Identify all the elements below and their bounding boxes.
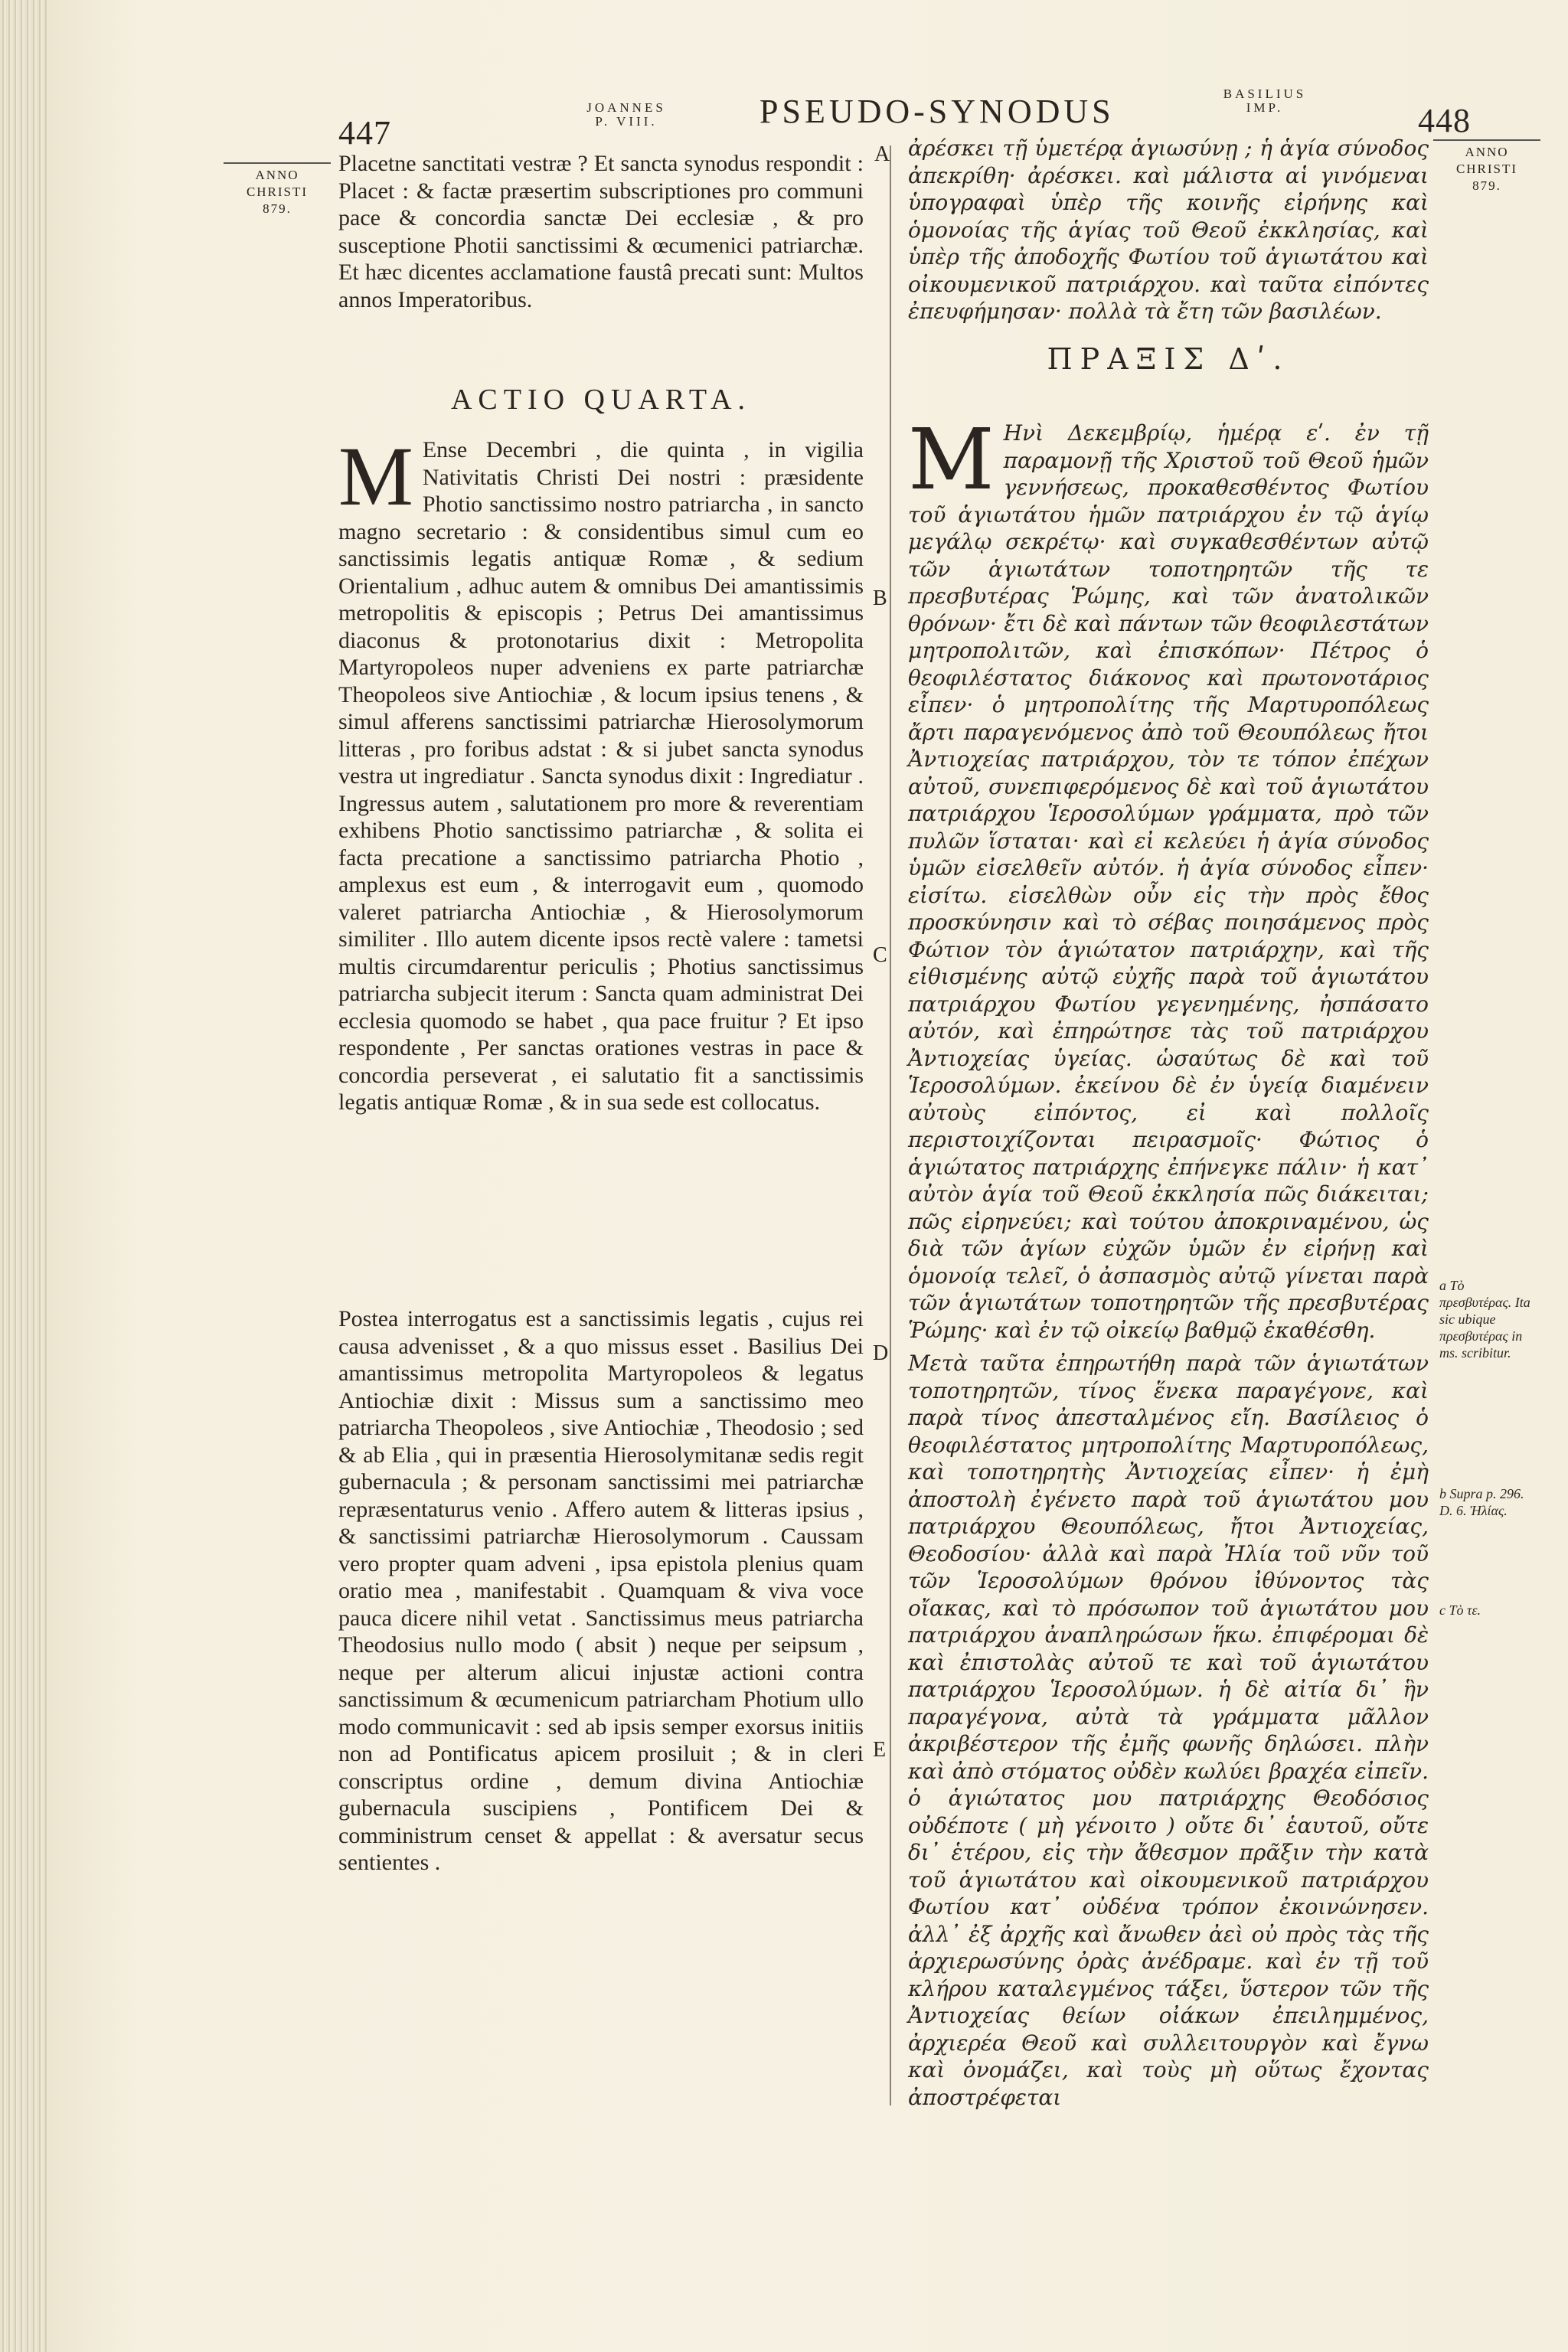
latin-paragraph-2-text: Ense Decembri , die quinta , in vigilia Nativitatis Christi Dei nostri : præsidente Photio sanctissimo nostro patriarcha , in sancto magno secretario : & considentibus simul cum eo sanctissimis legatis antiquæ Romæ , & sedium Orientalium , adhuc autem & omnibus Dei amantissimis metropolitis & episcopis ; Petrus Dei amantissimus diaconus & protonotarius dixit : Metropolita Martyropoleos nuper adveniens ex parte patriarchæ Theopoleos sive Antiochiæ , & locum ipsius tenens , & simul afferens sanctissimi patriarchæ Hierosolymorum litteras , pro foribus adstat : & si jubet sancta synodus vestra ut ingrediatur . Sancta synodus dixit : Ingrediatur . Ingressus autem , salutationem pro more & reverentiam exhibens Photio sanctissimo patriarchæ , & solita ei facta precatione a sanctissimo patriarcha Photio , amplexus est eum , & interrogavit eum , quomodo valeret patriarcha Antiochiæ , & Hierosolymorum similiter . Illo autem dicente ipsos rectè valere : tametsi multis circumdarentur periculis ; Photius sanctissimus patriarcha subjecit iterum : Sancta quam administrat Dei ecclesia quomodo se habet , qua pace fruitur ? Et ipso respondente , Per sanctas orationes vestras in pace & concordia perseverat , ei salutatio fit a sanctissimis legatis antiquæ Romæ , & in sua sede est collocatus. (338, 437, 864, 1115)
page-number-left: 447 (338, 114, 391, 152)
latin-paragraph-3: Postea interrogatus est a sanctissimis legatis , cujus rei causa advenisset , & a quo missus esset . Basilius Dei amantissimus metropolita Martyropoleos & legatus Antiochiæ dixit : Missus sum a sanctissimo meo patriarcha Theopoleos , sive Antiochiæ , Theodosio ; sed & ab Elia , qui in præsentia Hierosolymitanæ sedis regit gubernacula ; & personam sanctissimi mei patriarchæ repræsentaturus venio . Affero autem & litteras ipsius , & sanctissimi patriarchæ Hierosolymorum . Caussam vero propter quam adveni , ipsa epistola plenius quam oratio mea , manifestabit . Quamquam & viva voce pauca dicere nihil vetat . Sanctissimus meus patriarcha Theodosius nullo modo ( absit ) neque per seipsum , neque per alterum alicui injustæ actioni contra sanctissimum & œcumenicum patriarcham Photium ullo modo communicavit : sed ab ipsis semper exorsus initiis non ad Pontificatus apicem prosiluit ; & in cleri conscriptus ordine , demum divina Antiochiæ gubernacula suscipiens , Pontificem Dei & comministrum censet & appellat : & aversatur secus sentientes . (338, 1306, 864, 1875)
margin-year-right (1433, 139, 1540, 194)
greek-section-title: ΠΡΑΞΙΣ Δʹ. (1047, 342, 1290, 376)
header-left (565, 101, 688, 129)
greek-paragraph-2 (908, 410, 1429, 1344)
side-note-c: c Τὸ τε. (1439, 1602, 1481, 1618)
margin-year-left (224, 162, 331, 217)
section-letter-e: E (873, 1738, 887, 1762)
column-divider (890, 145, 891, 2105)
latin-section-title: ACTIO QUARTA. (450, 384, 752, 416)
greek-paragraph-2-text: Ηνὶ Δεκεμβρίῳ, ἡμέρᾳ εʹ. ἐν τῇ παραμονῇ τῆς Χριστοῦ τοῦ Θεοῦ ἡμῶν γεννήσεως, προκαθεσθέντος Φωτίου τοῦ ἁγιωτάτου ἡμῶν πατριάρχου ἐν τῷ ἁγίῳ μεγάλῳ σεκρέτῳ· καὶ συγκαθεσθέντων αὐτῷ τῶν ἁγιωτάτων τοποτηρητῶν τῆς τε πρεσβυτέρας Ῥώμης, καὶ τῶν ἀνατολικῶν θρόνων· ἔτι δὲ καὶ πάντων τῶν θεοφιλεστάτων μητροπολιτῶν, καὶ ἐπισκόπων· Πέτρος ὁ θεοφιλέστατος διάκονος καὶ πρωτονοτάριος εἶπεν· ὁ μητροπολίτης τῆς Μαρτυροπόλεως ἄρτι παραγενόμενος ἀπὸ τοῦ Θεουπόλεως ἤτοι Ἀντιοχείας πατριάρχου, τὸν τε τόπον ἐπέχων αὐτοῦ, συνεπιφερόμενος δὲ καὶ τοῦ ἁγιωτάτου πατριάρχου Ἱεροσολύμων γράμματα, πρὸ τῶν πυλῶν ἵσταται· καὶ εἰ κελεύει ἡ ἁγία σύνοδος ὑμῶν εἰσελθεῖν αὐτόν. ἡ ἁγία σύνοδος εἶπεν· εἰσίτω. εἰσελθὼν οὖν εἰς τὴν πρὸς ἔθος προσκύνησιν καὶ τὸ σέβας ποιησάμενος πρὸς Φώτιον τὸν ἁγιώτατον πατριάρχην, καὶ τῆς εἰθισμένης αὐτῷ εὐχῆς παρὰ τοῦ ἁγιωτάτου πατριάρχου Φωτίου γεγενημένης, ἠσπάσατο αὐτόν, καὶ ἐπηρώτησε τὰς τοῦ πατριάρχου Ἀντιοχείας ὑγείας. ὡσαύτως δὲ καὶ τοῦ Ἱεροσολύμων. ἐκείνου δὲ ἐν ὑγείᾳ διαμένειν αὐτοὺς εἰπόντος, εἰ καὶ πολλοῖς περιστοιχίζονται πειρασμοῖς· Φώτιος ὁ ἁγιώτατος πατριάρχης ἐπήνεγκε πάλιν· ἡ κατ᾽ αὐτὸν ἁγία τοῦ Θεοῦ ἐκκλησία πῶς διάκειται; πῶς εἰρηνεύει; καὶ τούτου ἀποκριναμένου, ὡς διὰ τῶν ἁγίων εὐχῶν ὑμῶν ἐν εἰρήνῃ καὶ ὁμονοίᾳ τελεῖ, ὁ ἀσπασμὸς αὐτῷ γίνεται παρὰ τῶν ἁγιωτάτων τοποτηρητῶν τῆς πρεσβυτέρας Ῥώμης· καὶ ἐν τῷ οἰκείῳ βαθμῷ ἐκαθέσθη. (908, 420, 1429, 1343)
side-note-a: a Τὸ πρεσβυτέρας. Ita sic ubique πρεσβυτέρας in ms. scribitur. (1439, 1278, 1530, 1361)
section-letter-d: D (873, 1341, 889, 1365)
latin-paragraph-1: Placetne sanctitati vestræ ? Et sancta synodus respondit : Placet : & factæ præsertim subscriptiones pro communi pace & concordia sanctæ Dei ecclesiæ , & pro susceptione Photii sanctissimi & œcumenici patriarchæ. Et hæc dicentes acclamatione faustâ precati sunt: Multos annos Imperatoribus. (338, 151, 864, 312)
section-letter-a: A (874, 142, 890, 166)
margin-right-line3: 879. (1472, 178, 1501, 193)
book-page (47, 0, 1568, 2352)
greek-paragraph-3: Μετὰ ταῦτα ἐπηρωτήθη παρὰ τῶν ἁγιωτάτων τοποτηρητῶν, τίνος ἕνεκα παραγέγονε, καὶ παρὰ τίνος ἀπεσταλμένος εἴη. Βασίλειος ὁ θεοφιλέστατος μητροπολίτης Μαρτυροπόλεως, καὶ τοποτηρητὴς Ἀντιοχείας εἶπεν· ἡ ἐμὴ ἀποστολὴ ἐγένετο παρὰ τοῦ ἁγιωτάτου μου πατριάρχου Θεουπόλεως, ἤτοι Ἀντιοχείας, Θεοδοσίου· ἀλλὰ καὶ παρὰ Ἠλία τοῦ νῦν τοῦ τῶν Ἱεροσολύμων θρόνου ἰθύνοντος τὰς οἴακας, καὶ τὸ πρόσωπον τοῦ ἁγιωτάτου μου πατριάρχου ἀναπληρώσων ἥκω. ἐπιφέρομαι δὲ καὶ ἐπιστολὰς αὐτοῦ τε καὶ τοῦ ἁγιωτάτου πατριάρχου Ἱεροσολύμων. ἡ δὲ αἰτία δι᾽ ἣν παραγέγονα, αὐτὰ τὰ γράμματα μᾶλλον ἀκριβέστερον τῆς ἐμῆς φωνῆς δηλώσει. πλὴν καὶ ἀπὸ στόματος οὐδὲν κωλύει βραχέα εἰπεῖν. ὁ ἁγιώτατος μου πατριάρχης Θεοδόσιος οὐδέποτε ( μὴ γένοιτο ) οὔτε δι᾽ ἑαυτοῦ, οὔτε δι᾽ ἑτέρου, εἰς τὴν ἄθεσμον πρᾶξιν τὴν κατὰ τοῦ ἁγιωτάτου καὶ οἰκουμενικοῦ πατριάρχου Φωτίου κατ᾽ οὐδένα τρόπον ἐκοινώνησεν. ἀλλ᾽ ἐξ ἀρχῆς καὶ ἄνωθεν ἀεὶ οὐ πρὸς τὰς τῆς ἀρχιερωσύνης ὀρὰς ἀνέδραμε. καὶ ἐν τῇ τοῦ κλήρου καταλεγμένος τάξει, ὕστερον τῶν τῆς Ἀντιοχείας θείων οἰάκων ἐπειλημμένος, ἀρχιερέα Θεοῦ καὶ συλλειτουργὸν καὶ ἔγνω καὶ ὀνομάζει, καὶ τοὺς μὴ οὕτως ἔχοντας ἀποστρέφεται (908, 1351, 1429, 2110)
page-edge (0, 0, 49, 2352)
page-title: PSEUDO-SYNODUS (760, 93, 1115, 130)
margin-right-line2: CHRISTI (1455, 162, 1518, 176)
margin-left-line2: CHRISTI (246, 185, 309, 199)
latin-paragraph-2 (338, 430, 864, 1116)
margin-left-line1: ANNO (255, 168, 299, 182)
margin-left-line3: 879. (263, 201, 292, 216)
latin-drop-cap: M (338, 430, 413, 523)
side-note-b: b Supra p. 296. D. 6. Ἠλίας. (1439, 1486, 1524, 1518)
greek-paragraph-1: ἀρέσκει τῇ ὑμετέρᾳ ἁγιωσύνῃ ; ἡ ἁγία σύνοδος ἀπεκρίθη· ἀρέσκει. καὶ μάλιστα αἱ γινόμεναι ὑπογραφαὶ ὑπὲρ τῆς κοινῆς εἰρήνης καὶ ὁμονοίας τῆς ἁγίας τοῦ Θεοῦ ἐκκλησίας, καὶ ὑπὲρ τῆς ἀποδοχῆς Φωτίου τοῦ ἁγιωτάτου καὶ οἰκουμενικοῦ πατριάρχου. καὶ ταῦτα εἰπόντες ἐπευφήμησαν· πολλὰ τὰ ἔτη τῶν βασιλέων. (908, 136, 1429, 324)
page-number-right: 448 (1418, 102, 1471, 139)
margin-right-line1: ANNO (1465, 145, 1509, 159)
section-letter-b: B (873, 586, 887, 610)
greek-drop-cap: Μ (908, 410, 995, 508)
section-letter-c: C (873, 943, 887, 967)
header-right-name: BASILIUS (1223, 87, 1307, 101)
header-right-sub: IMP. (1246, 100, 1284, 115)
header-left-sub: P. VIII. (595, 114, 658, 129)
header-right (1211, 87, 1318, 115)
header-left-name: JOANNES (586, 100, 666, 115)
